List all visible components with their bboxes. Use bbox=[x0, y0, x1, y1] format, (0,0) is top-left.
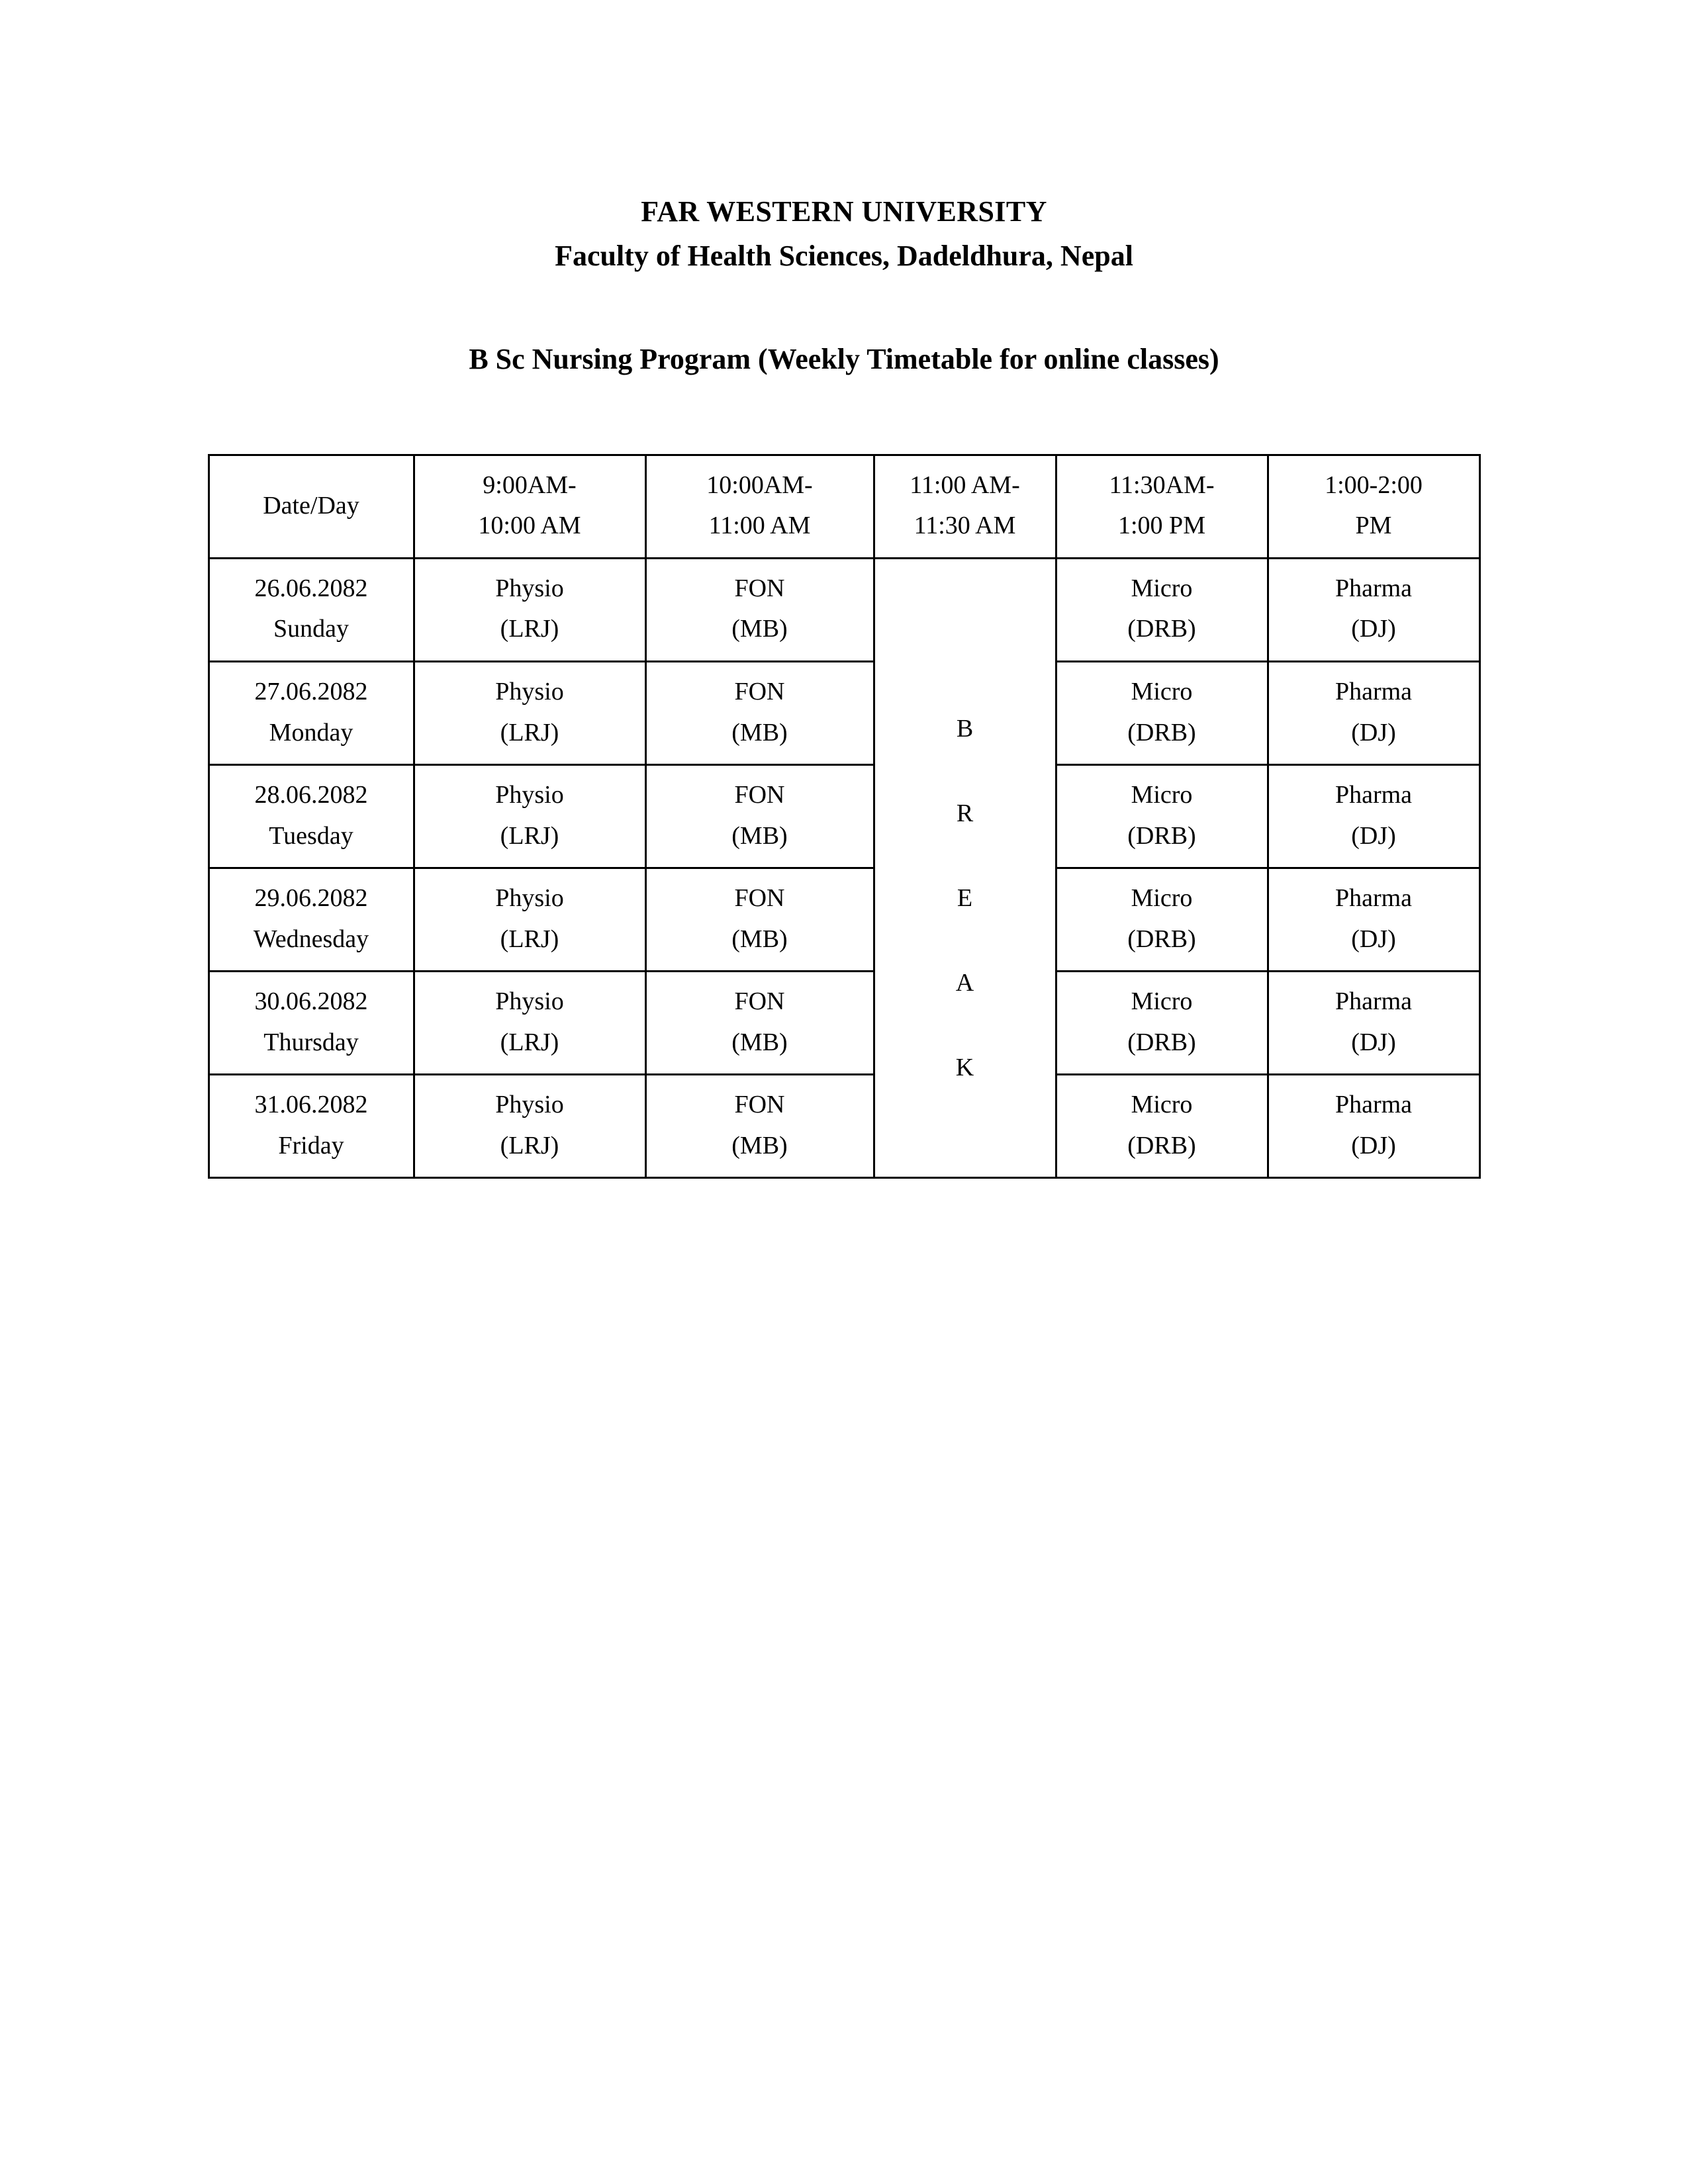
break-letter-a: A bbox=[955, 968, 974, 997]
row-slot1-teacher: (LRJ) bbox=[500, 615, 559, 643]
row-slot1-teacher: (LRJ) bbox=[500, 1131, 559, 1160]
row-slot2-teacher: (MB) bbox=[731, 615, 788, 643]
row-slot4-subject: Pharma bbox=[1335, 884, 1413, 913]
row-slot3-cell bbox=[1056, 765, 1268, 868]
column-header-break-line2: 11:30 AM bbox=[914, 512, 1016, 540]
row-slot1-teacher: (LRJ) bbox=[500, 1028, 559, 1056]
university-name: FAR WESTERN UNIVERSITY bbox=[641, 195, 1047, 228]
row-slot1-cell bbox=[414, 558, 645, 661]
table-row bbox=[209, 972, 1479, 1075]
row-slot4-subject: Pharma bbox=[1335, 677, 1413, 705]
row-slot4-cell bbox=[1268, 972, 1479, 1075]
row-slot2-subject: FON bbox=[734, 884, 785, 913]
row-slot3-cell bbox=[1056, 1075, 1268, 1178]
row-slot2-cell bbox=[645, 661, 874, 764]
row-slot2-subject: FON bbox=[734, 677, 785, 705]
row-slot3-teacher: (DRB) bbox=[1127, 718, 1196, 747]
row-slot4-cell bbox=[1268, 558, 1479, 661]
row-slot4-cell bbox=[1268, 868, 1479, 972]
row-date: 30.06.2082 bbox=[254, 987, 368, 1016]
row-date-cell bbox=[209, 868, 414, 972]
break-letter-e: E bbox=[957, 884, 973, 912]
row-date: 31.06.2082 bbox=[254, 1091, 368, 1119]
row-slot4-subject: Pharma bbox=[1335, 1091, 1413, 1119]
row-slot1-teacher: (LRJ) bbox=[500, 821, 559, 850]
row-day: Friday bbox=[278, 1131, 344, 1160]
column-header-slot3-line1: 11:30AM- bbox=[1109, 471, 1215, 499]
row-day: Thursday bbox=[263, 1028, 359, 1056]
row-slot2-cell bbox=[645, 558, 874, 661]
row-day: Tuesday bbox=[269, 821, 353, 850]
row-slot1-subject: Physio bbox=[495, 574, 564, 602]
row-date-cell bbox=[209, 972, 414, 1075]
column-header-slot4-line1: 1:00-2:00 bbox=[1325, 471, 1423, 499]
row-slot3-subject: Micro bbox=[1131, 1091, 1193, 1119]
table-row bbox=[209, 868, 1479, 972]
row-slot3-teacher: (DRB) bbox=[1127, 821, 1196, 850]
column-header-slot3-line2: 1:00 PM bbox=[1118, 512, 1205, 540]
break-letter-b: B bbox=[956, 714, 974, 743]
column-header-break-line1: 11:00 AM- bbox=[910, 471, 1020, 499]
row-slot4-cell bbox=[1268, 765, 1479, 868]
row-slot2-cell bbox=[645, 765, 874, 868]
table-row bbox=[209, 558, 1479, 661]
row-slot2-subject: FON bbox=[734, 574, 785, 602]
row-slot2-teacher: (MB) bbox=[731, 718, 788, 747]
row-slot1-cell bbox=[414, 972, 645, 1075]
row-slot1-subject: Physio bbox=[495, 677, 564, 705]
row-slot3-subject: Micro bbox=[1131, 677, 1193, 705]
row-slot4-teacher: (DJ) bbox=[1351, 925, 1396, 953]
row-date: 27.06.2082 bbox=[254, 677, 368, 705]
row-slot2-teacher: (MB) bbox=[731, 1028, 788, 1056]
column-header-slot1-line1: 9:00AM- bbox=[483, 471, 577, 499]
row-slot2-subject: FON bbox=[734, 1091, 785, 1119]
table-row bbox=[209, 765, 1479, 868]
row-slot3-subject: Micro bbox=[1131, 574, 1193, 602]
break-column-cell bbox=[874, 558, 1056, 1178]
timetable-container bbox=[0, 454, 1688, 1179]
column-header-slot2 bbox=[645, 455, 874, 558]
row-slot1-cell bbox=[414, 1075, 645, 1178]
row-slot4-subject: Pharma bbox=[1335, 574, 1413, 602]
row-slot3-teacher: (DRB) bbox=[1127, 1131, 1196, 1160]
row-slot2-cell bbox=[645, 1075, 874, 1178]
row-slot2-subject: FON bbox=[734, 987, 785, 1016]
column-header-slot2-line1: 10:00AM- bbox=[706, 471, 813, 499]
document-header bbox=[0, 0, 1688, 276]
row-slot4-teacher: (DJ) bbox=[1351, 718, 1396, 747]
row-slot4-subject: Pharma bbox=[1335, 987, 1413, 1016]
row-slot2-teacher: (MB) bbox=[731, 821, 788, 850]
row-slot3-subject: Micro bbox=[1131, 884, 1193, 913]
row-slot3-teacher: (DRB) bbox=[1127, 1028, 1196, 1056]
table-row bbox=[209, 1075, 1479, 1178]
row-slot4-teacher: (DJ) bbox=[1351, 615, 1396, 643]
row-slot4-cell bbox=[1268, 1075, 1479, 1178]
row-date: 29.06.2082 bbox=[254, 884, 368, 913]
column-header-slot2-line2: 11:00 AM bbox=[708, 512, 811, 540]
row-day: Sunday bbox=[273, 615, 349, 643]
row-slot4-teacher: (DJ) bbox=[1351, 1131, 1396, 1160]
row-slot1-subject: Physio bbox=[495, 1091, 564, 1119]
row-slot4-cell bbox=[1268, 661, 1479, 764]
row-slot3-teacher: (DRB) bbox=[1127, 925, 1196, 953]
column-header-dateday-line1: Date/Day bbox=[263, 491, 359, 520]
row-slot1-subject: Physio bbox=[495, 884, 564, 913]
faculty-name: Faculty of Health Sciences, Dadeldhura, Nepal bbox=[555, 240, 1133, 273]
row-slot3-cell bbox=[1056, 972, 1268, 1075]
table-header-row bbox=[209, 455, 1479, 558]
column-header-break bbox=[874, 455, 1056, 558]
table-row bbox=[209, 661, 1479, 764]
row-slot3-cell bbox=[1056, 661, 1268, 764]
program-subtitle: B Sc Nursing Program (Weekly Timetable for online classes) bbox=[469, 342, 1219, 375]
column-header-dateday bbox=[209, 455, 414, 558]
row-slot3-teacher: (DRB) bbox=[1127, 615, 1196, 643]
row-date-cell bbox=[209, 558, 414, 661]
column-header-slot3 bbox=[1056, 455, 1268, 558]
row-slot3-cell bbox=[1056, 868, 1268, 972]
row-slot1-cell bbox=[414, 765, 645, 868]
row-date-cell bbox=[209, 1075, 414, 1178]
row-slot1-teacher: (LRJ) bbox=[500, 925, 559, 953]
column-header-slot1 bbox=[414, 455, 645, 558]
row-slot1-cell bbox=[414, 661, 645, 764]
break-letter-k: K bbox=[955, 1053, 974, 1081]
row-slot2-teacher: (MB) bbox=[731, 1131, 788, 1160]
weekly-timetable bbox=[208, 454, 1481, 1179]
row-slot4-teacher: (DJ) bbox=[1351, 821, 1396, 850]
row-slot3-subject: Micro bbox=[1131, 781, 1193, 809]
row-date: 28.06.2082 bbox=[254, 781, 368, 809]
row-slot1-cell bbox=[414, 868, 645, 972]
row-date: 26.06.2082 bbox=[254, 574, 368, 602]
column-header-slot4 bbox=[1268, 455, 1479, 558]
row-slot2-cell bbox=[645, 972, 874, 1075]
row-date-cell bbox=[209, 765, 414, 868]
row-slot1-subject: Physio bbox=[495, 781, 564, 809]
row-slot3-subject: Micro bbox=[1131, 987, 1193, 1016]
row-slot3-cell bbox=[1056, 558, 1268, 661]
row-slot1-teacher: (LRJ) bbox=[500, 718, 559, 747]
row-slot4-teacher: (DJ) bbox=[1351, 1028, 1396, 1056]
break-letter-r: R bbox=[956, 799, 974, 827]
row-day: Wednesday bbox=[253, 925, 369, 953]
row-slot4-subject: Pharma bbox=[1335, 781, 1413, 809]
row-date-cell bbox=[209, 661, 414, 764]
column-header-slot4-line2: PM bbox=[1355, 512, 1392, 540]
row-slot2-subject: FON bbox=[734, 781, 785, 809]
row-slot1-subject: Physio bbox=[495, 987, 564, 1016]
row-slot2-teacher: (MB) bbox=[731, 925, 788, 953]
column-header-slot1-line2: 10:00 AM bbox=[478, 512, 581, 540]
row-day: Monday bbox=[269, 718, 353, 747]
row-slot2-cell bbox=[645, 868, 874, 972]
